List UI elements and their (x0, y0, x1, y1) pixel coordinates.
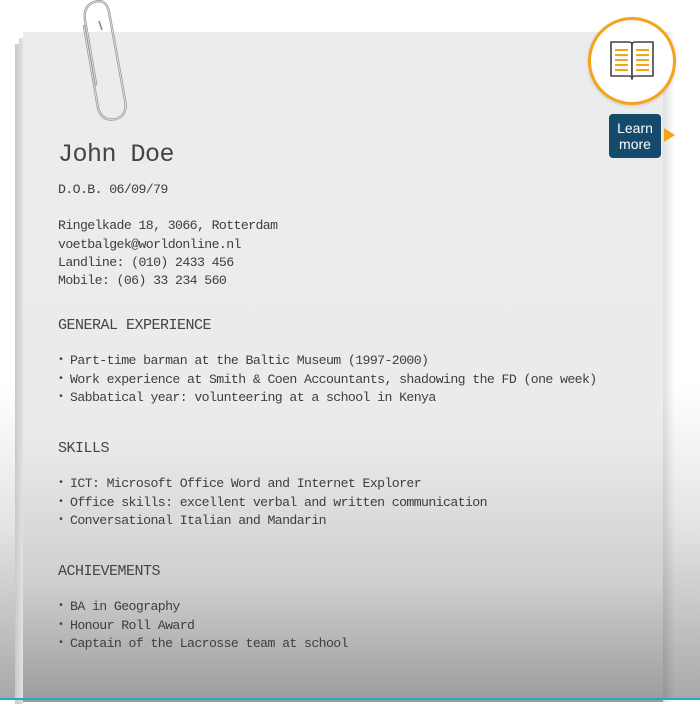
list-item: • Captain of the Lacrosse team at school (58, 635, 597, 653)
resume-name: John Doe (58, 140, 175, 169)
list-item: • ICT: Microsoft Office Word and Internet Explorer (58, 475, 597, 493)
section-title-achievements: ACHIEVEMENTS (58, 563, 161, 581)
general-experience-list (58, 352, 597, 407)
list-item: • Part-time barman at the Baltic Museum (1997-2000) (58, 352, 597, 370)
section-title-skills: SKILLS (58, 440, 110, 458)
resume-content (58, 140, 597, 653)
learn-more-widget[interactable] (588, 17, 688, 162)
paperclip-icon (76, 0, 136, 125)
learn-more-button[interactable] (609, 114, 661, 158)
section-title-general-experience: GENERAL EXPERIENCE (58, 317, 212, 335)
play-arrow-icon[interactable] (664, 128, 675, 142)
achievements-list (58, 598, 597, 653)
list-item: • Office skills: excellent verbal and written communication (58, 494, 597, 512)
email: voetbalgek@worldonline.nl (58, 236, 241, 252)
landline: Landline: (010) 2433 456 (58, 254, 234, 270)
mobile: Mobile: (06) 33 234 560 (58, 273, 227, 289)
learn-more-label-line1: Learn (617, 120, 653, 136)
learn-more-label-line2: more (619, 136, 651, 152)
list-item: • Sabbatical year: volunteering at a school in Kenya (58, 389, 597, 407)
address: Ringelkade 18, 3066, Rotterdam (58, 218, 278, 234)
list-item: • Conversational Italian and Mandarin (58, 512, 597, 530)
open-book-icon (608, 39, 656, 83)
list-item: • Honour Roll Award (58, 617, 597, 635)
skills-list (58, 475, 597, 530)
list-item: • Work experience at Smith & Coen Accountants, shadowing the FD (one week) (58, 371, 597, 389)
list-item: • BA in Geography (58, 598, 597, 616)
learn-more-circle[interactable] (588, 17, 676, 105)
date-of-birth: D.O.B. 06/09/79 (58, 182, 168, 197)
